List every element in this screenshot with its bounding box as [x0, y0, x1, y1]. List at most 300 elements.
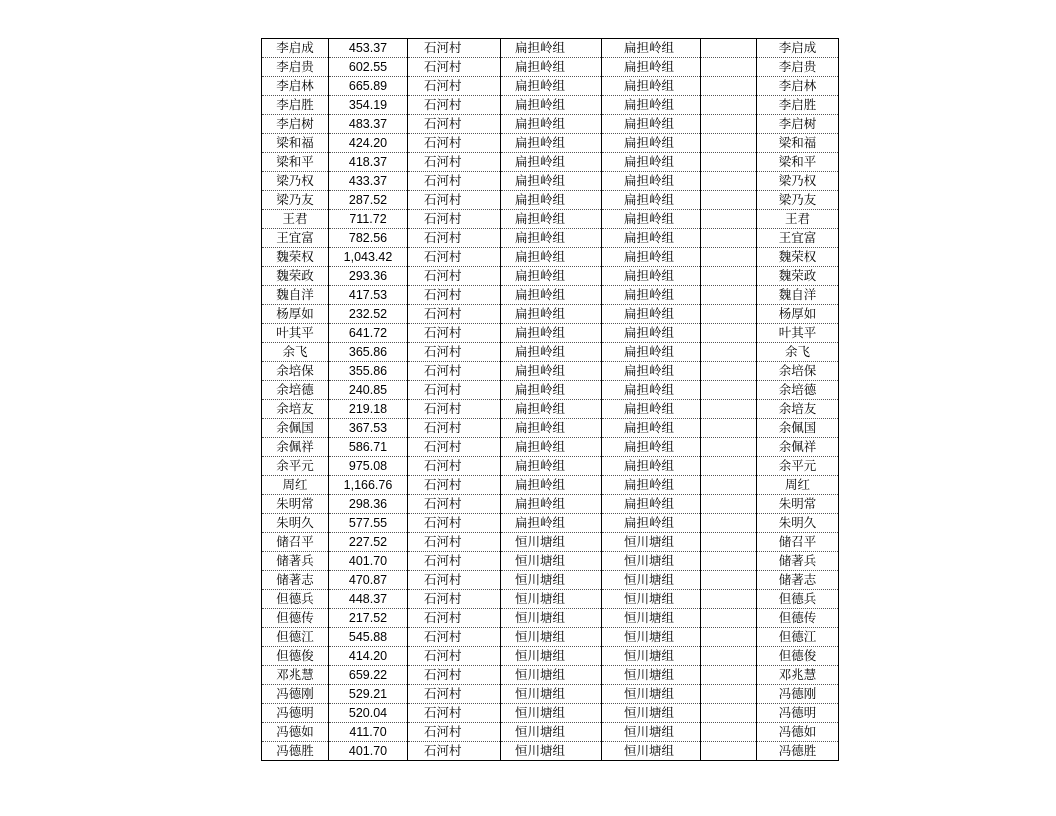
group-cell-2: 扁担岭组 [602, 153, 701, 172]
owner-name-cell: 叶其平 [262, 324, 329, 343]
blank-cell [701, 286, 757, 305]
table-row [262, 77, 839, 96]
owner-name-cell: 朱明久 [262, 514, 329, 533]
owner-name-cell: 王君 [262, 210, 329, 229]
area-cell: 782.56 [329, 229, 408, 248]
area-cell: 417.53 [329, 286, 408, 305]
village-cell: 石河村 [408, 286, 501, 305]
group-cell-2: 恒川塘组 [602, 742, 701, 761]
group-cell: 恒川塘组 [501, 704, 602, 723]
blank-cell [701, 248, 757, 267]
area-cell: 298.36 [329, 495, 408, 514]
blank-cell [701, 381, 757, 400]
table-row [262, 742, 839, 761]
table-row [262, 343, 839, 362]
area-cell: 355.86 [329, 362, 408, 381]
blank-cell [701, 115, 757, 134]
area-cell: 602.55 [329, 58, 408, 77]
group-cell-2: 扁担岭组 [602, 457, 701, 476]
area-cell: 520.04 [329, 704, 408, 723]
owner-name-cell: 魏自洋 [262, 286, 329, 305]
village-cell: 石河村 [408, 590, 501, 609]
group-cell-2: 扁担岭组 [602, 381, 701, 400]
group-cell-2: 扁担岭组 [602, 362, 701, 381]
area-cell: 365.86 [329, 343, 408, 362]
table-row [262, 419, 839, 438]
blank-cell [701, 362, 757, 381]
group-cell-2: 扁担岭组 [602, 77, 701, 96]
group-cell-2: 恒川塘组 [602, 571, 701, 590]
area-cell: 217.52 [329, 609, 408, 628]
owner-name-cell: 冯德刚 [262, 685, 329, 704]
group-cell-2: 扁担岭组 [602, 514, 701, 533]
table-row [262, 134, 839, 153]
area-cell: 227.52 [329, 533, 408, 552]
blank-cell [701, 552, 757, 571]
owner-name-cell-2: 储著志 [757, 571, 839, 590]
owner-name-cell: 余飞 [262, 343, 329, 362]
village-cell: 石河村 [408, 134, 501, 153]
blank-cell [701, 647, 757, 666]
owner-name-cell: 储著志 [262, 571, 329, 590]
owner-name-cell-2: 周红 [757, 476, 839, 495]
area-cell: 401.70 [329, 552, 408, 571]
owner-name-cell: 冯德明 [262, 704, 329, 723]
group-cell-2: 扁担岭组 [602, 210, 701, 229]
area-cell: 659.22 [329, 666, 408, 685]
area-cell: 433.37 [329, 172, 408, 191]
owner-name-cell-2: 魏荣权 [757, 248, 839, 267]
village-cell: 石河村 [408, 229, 501, 248]
blank-cell [701, 96, 757, 115]
group-cell-2: 恒川塘组 [602, 723, 701, 742]
table-row [262, 305, 839, 324]
village-cell: 石河村 [408, 400, 501, 419]
group-cell: 扁担岭组 [501, 476, 602, 495]
owner-name-cell-2: 余佩祥 [757, 438, 839, 457]
owner-name-cell: 梁乃友 [262, 191, 329, 210]
owner-name-cell-2: 朱明久 [757, 514, 839, 533]
table-row [262, 666, 839, 685]
group-cell: 扁担岭组 [501, 286, 602, 305]
area-cell: 414.20 [329, 647, 408, 666]
owner-name-cell-2: 李启林 [757, 77, 839, 96]
owner-name-cell: 余佩祥 [262, 438, 329, 457]
owner-name-cell: 魏荣政 [262, 267, 329, 286]
blank-cell [701, 58, 757, 77]
area-cell: 448.37 [329, 590, 408, 609]
owner-name-cell: 但德江 [262, 628, 329, 647]
table-row [262, 286, 839, 305]
group-cell: 扁担岭组 [501, 324, 602, 343]
blank-cell [701, 723, 757, 742]
blank-cell [701, 704, 757, 723]
group-cell-2: 恒川塘组 [602, 685, 701, 704]
blank-cell [701, 229, 757, 248]
area-cell: 367.53 [329, 419, 408, 438]
group-cell: 扁担岭组 [501, 343, 602, 362]
group-cell: 扁担岭组 [501, 381, 602, 400]
group-cell-2: 扁担岭组 [602, 248, 701, 267]
owner-name-cell: 邓兆慧 [262, 666, 329, 685]
owner-name-cell: 冯德胜 [262, 742, 329, 761]
table-row [262, 514, 839, 533]
area-cell: 287.52 [329, 191, 408, 210]
owner-name-cell-2: 余培友 [757, 400, 839, 419]
owner-name-cell: 杨厚如 [262, 305, 329, 324]
table-row [262, 590, 839, 609]
blank-cell [701, 419, 757, 438]
document-page [261, 38, 839, 761]
blank-cell [701, 210, 757, 229]
table-row [262, 647, 839, 666]
village-cell: 石河村 [408, 685, 501, 704]
owner-name-cell-2: 魏自洋 [757, 286, 839, 305]
group-cell-2: 扁担岭组 [602, 343, 701, 362]
village-cell: 石河村 [408, 438, 501, 457]
area-cell: 577.55 [329, 514, 408, 533]
table-row [262, 533, 839, 552]
table-row [262, 153, 839, 172]
group-cell-2: 恒川塘组 [602, 533, 701, 552]
group-cell: 扁担岭组 [501, 400, 602, 419]
area-cell: 354.19 [329, 96, 408, 115]
group-cell-2: 恒川塘组 [602, 666, 701, 685]
blank-cell [701, 495, 757, 514]
blank-cell [701, 742, 757, 761]
village-cell: 石河村 [408, 305, 501, 324]
group-cell: 扁担岭组 [501, 514, 602, 533]
table-row [262, 115, 839, 134]
area-cell: 470.87 [329, 571, 408, 590]
group-cell-2: 扁担岭组 [602, 476, 701, 495]
group-cell-2: 扁担岭组 [602, 191, 701, 210]
owner-name-cell-2: 但德兵 [757, 590, 839, 609]
table-row [262, 96, 839, 115]
village-cell: 石河村 [408, 267, 501, 286]
table-row [262, 723, 839, 742]
blank-cell [701, 134, 757, 153]
group-cell-2: 扁担岭组 [602, 115, 701, 134]
table-row [262, 400, 839, 419]
group-cell-2: 恒川塘组 [602, 552, 701, 571]
group-cell-2: 扁担岭组 [602, 96, 701, 115]
village-cell: 石河村 [408, 666, 501, 685]
village-cell: 石河村 [408, 77, 501, 96]
group-cell-2: 扁担岭组 [602, 172, 701, 191]
village-cell: 石河村 [408, 115, 501, 134]
owner-name-cell: 李启胜 [262, 96, 329, 115]
table-body [262, 39, 839, 761]
group-cell: 扁担岭组 [501, 248, 602, 267]
owner-name-cell-2: 但德江 [757, 628, 839, 647]
area-cell: 219.18 [329, 400, 408, 419]
group-cell-2: 扁担岭组 [602, 134, 701, 153]
blank-cell [701, 39, 757, 58]
blank-cell [701, 666, 757, 685]
blank-cell [701, 457, 757, 476]
village-cell: 石河村 [408, 514, 501, 533]
village-cell: 石河村 [408, 362, 501, 381]
owner-name-cell: 梁和福 [262, 134, 329, 153]
area-cell: 1,043.42 [329, 248, 408, 267]
area-cell: 240.85 [329, 381, 408, 400]
owner-name-cell-2: 杨厚如 [757, 305, 839, 324]
area-cell: 529.21 [329, 685, 408, 704]
table-row [262, 229, 839, 248]
table-row [262, 457, 839, 476]
blank-cell [701, 153, 757, 172]
owner-name-cell-2: 魏荣政 [757, 267, 839, 286]
blank-cell [701, 533, 757, 552]
group-cell-2: 扁担岭组 [602, 438, 701, 457]
owner-name-cell-2: 李启成 [757, 39, 839, 58]
area-cell: 483.37 [329, 115, 408, 134]
group-cell: 扁担岭组 [501, 153, 602, 172]
owner-name-cell-2: 王君 [757, 210, 839, 229]
blank-cell [701, 609, 757, 628]
table-row [262, 324, 839, 343]
table-row [262, 704, 839, 723]
group-cell: 扁担岭组 [501, 362, 602, 381]
owner-name-cell-2: 余平元 [757, 457, 839, 476]
group-cell: 恒川塘组 [501, 742, 602, 761]
owner-name-cell: 余培德 [262, 381, 329, 400]
owner-name-cell: 王宜富 [262, 229, 329, 248]
owner-name-cell-2: 但德俊 [757, 647, 839, 666]
area-cell: 453.37 [329, 39, 408, 58]
group-cell: 扁担岭组 [501, 172, 602, 191]
group-cell: 扁担岭组 [501, 210, 602, 229]
table-row [262, 495, 839, 514]
group-cell: 扁担岭组 [501, 58, 602, 77]
group-cell: 扁担岭组 [501, 457, 602, 476]
group-cell-2: 扁担岭组 [602, 419, 701, 438]
group-cell: 恒川塘组 [501, 571, 602, 590]
village-cell: 石河村 [408, 210, 501, 229]
village-cell: 石河村 [408, 343, 501, 362]
area-cell: 401.70 [329, 742, 408, 761]
area-cell: 411.70 [329, 723, 408, 742]
owner-name-cell: 余培友 [262, 400, 329, 419]
group-cell-2: 恒川塘组 [602, 590, 701, 609]
area-cell: 586.71 [329, 438, 408, 457]
group-cell-2: 扁担岭组 [602, 58, 701, 77]
owner-name-cell-2: 冯德如 [757, 723, 839, 742]
owner-name-cell: 朱明常 [262, 495, 329, 514]
owner-name-cell-2: 冯德刚 [757, 685, 839, 704]
owner-name-cell-2: 朱明常 [757, 495, 839, 514]
owner-name-cell: 冯德如 [262, 723, 329, 742]
group-cell: 恒川塘组 [501, 666, 602, 685]
owner-name-cell: 李启贵 [262, 58, 329, 77]
group-cell: 恒川塘组 [501, 590, 602, 609]
blank-cell [701, 324, 757, 343]
blank-cell [701, 476, 757, 495]
owner-name-cell-2: 冯德胜 [757, 742, 839, 761]
table-row [262, 267, 839, 286]
village-cell: 石河村 [408, 248, 501, 267]
owner-name-cell-2: 李启树 [757, 115, 839, 134]
group-cell: 扁担岭组 [501, 134, 602, 153]
group-cell-2: 恒川塘组 [602, 628, 701, 647]
group-cell-2: 扁担岭组 [602, 495, 701, 514]
group-cell-2: 扁担岭组 [602, 39, 701, 58]
group-cell-2: 恒川塘组 [602, 704, 701, 723]
group-cell: 扁担岭组 [501, 267, 602, 286]
village-cell: 石河村 [408, 647, 501, 666]
group-cell: 恒川塘组 [501, 533, 602, 552]
group-cell: 扁担岭组 [501, 495, 602, 514]
village-cell: 石河村 [408, 419, 501, 438]
owner-name-cell: 李启成 [262, 39, 329, 58]
owner-name-cell: 李启树 [262, 115, 329, 134]
owner-name-cell-2: 余佩国 [757, 419, 839, 438]
owner-name-cell-2: 梁和平 [757, 153, 839, 172]
owner-name-cell-2: 余培德 [757, 381, 839, 400]
group-cell: 扁担岭组 [501, 191, 602, 210]
village-cell: 石河村 [408, 172, 501, 191]
village-cell: 石河村 [408, 533, 501, 552]
owner-name-cell: 余佩国 [262, 419, 329, 438]
group-cell: 扁担岭组 [501, 39, 602, 58]
blank-cell [701, 343, 757, 362]
owner-name-cell: 余平元 [262, 457, 329, 476]
area-cell: 418.37 [329, 153, 408, 172]
area-cell: 232.52 [329, 305, 408, 324]
village-cell: 石河村 [408, 704, 501, 723]
group-cell: 恒川塘组 [501, 552, 602, 571]
owner-name-cell-2: 李启胜 [757, 96, 839, 115]
group-cell: 扁担岭组 [501, 438, 602, 457]
table-row [262, 438, 839, 457]
table-row [262, 685, 839, 704]
blank-cell [701, 590, 757, 609]
area-cell: 641.72 [329, 324, 408, 343]
owner-name-cell-2: 储著兵 [757, 552, 839, 571]
owner-name-cell: 但德俊 [262, 647, 329, 666]
owner-name-cell: 魏荣权 [262, 248, 329, 267]
owner-name-cell-2: 邓兆慧 [757, 666, 839, 685]
area-cell: 293.36 [329, 267, 408, 286]
blank-cell [701, 438, 757, 457]
group-cell: 扁担岭组 [501, 77, 602, 96]
owner-name-cell: 余培保 [262, 362, 329, 381]
group-cell-2: 扁担岭组 [602, 400, 701, 419]
group-cell: 恒川塘组 [501, 609, 602, 628]
blank-cell [701, 514, 757, 533]
village-cell: 石河村 [408, 609, 501, 628]
area-cell: 545.88 [329, 628, 408, 647]
owner-name-cell-2: 梁和福 [757, 134, 839, 153]
group-cell: 扁担岭组 [501, 419, 602, 438]
blank-cell [701, 305, 757, 324]
blank-cell [701, 267, 757, 286]
blank-cell [701, 77, 757, 96]
village-cell: 石河村 [408, 153, 501, 172]
owner-name-cell: 梁乃权 [262, 172, 329, 191]
blank-cell [701, 172, 757, 191]
village-cell: 石河村 [408, 495, 501, 514]
group-cell: 扁担岭组 [501, 96, 602, 115]
area-cell: 1,166.76 [329, 476, 408, 495]
group-cell: 恒川塘组 [501, 628, 602, 647]
owner-name-cell: 储著兵 [262, 552, 329, 571]
village-cell: 石河村 [408, 457, 501, 476]
village-cell: 石河村 [408, 381, 501, 400]
table-row [262, 210, 839, 229]
table-row [262, 58, 839, 77]
blank-cell [701, 191, 757, 210]
owner-name-cell-2: 梁乃友 [757, 191, 839, 210]
village-cell: 石河村 [408, 628, 501, 647]
village-cell: 石河村 [408, 723, 501, 742]
group-cell-2: 扁担岭组 [602, 324, 701, 343]
owner-name-cell: 但德兵 [262, 590, 329, 609]
village-cell: 石河村 [408, 324, 501, 343]
village-cell: 石河村 [408, 571, 501, 590]
table-row [262, 172, 839, 191]
village-cell: 石河村 [408, 58, 501, 77]
group-cell: 扁担岭组 [501, 115, 602, 134]
group-cell-2: 扁担岭组 [602, 305, 701, 324]
table-row [262, 628, 839, 647]
owner-name-cell-2: 梁乃权 [757, 172, 839, 191]
table-row [262, 476, 839, 495]
table-row [262, 191, 839, 210]
owner-name-cell-2: 王宜富 [757, 229, 839, 248]
area-cell: 424.20 [329, 134, 408, 153]
blank-cell [701, 571, 757, 590]
village-cell: 石河村 [408, 96, 501, 115]
group-cell: 扁担岭组 [501, 229, 602, 248]
table-row [262, 39, 839, 58]
group-cell: 扁担岭组 [501, 305, 602, 324]
group-cell-2: 恒川塘组 [602, 609, 701, 628]
data-table [261, 38, 839, 761]
table-row [262, 571, 839, 590]
owner-name-cell-2: 余飞 [757, 343, 839, 362]
group-cell-2: 恒川塘组 [602, 647, 701, 666]
owner-name-cell: 梁和平 [262, 153, 329, 172]
owner-name-cell: 但德传 [262, 609, 329, 628]
owner-name-cell: 李启林 [262, 77, 329, 96]
owner-name-cell: 储召平 [262, 533, 329, 552]
group-cell: 恒川塘组 [501, 723, 602, 742]
area-cell: 975.08 [329, 457, 408, 476]
owner-name-cell-2: 余培保 [757, 362, 839, 381]
group-cell-2: 扁担岭组 [602, 229, 701, 248]
table-row [262, 552, 839, 571]
table-row [262, 362, 839, 381]
owner-name-cell-2: 叶其平 [757, 324, 839, 343]
blank-cell [701, 628, 757, 647]
table-row [262, 248, 839, 267]
table-row [262, 381, 839, 400]
village-cell: 石河村 [408, 39, 501, 58]
owner-name-cell-2: 冯德明 [757, 704, 839, 723]
owner-name-cell: 周红 [262, 476, 329, 495]
owner-name-cell-2: 储召平 [757, 533, 839, 552]
group-cell-2: 扁担岭组 [602, 286, 701, 305]
area-cell: 665.89 [329, 77, 408, 96]
owner-name-cell-2: 李启贵 [757, 58, 839, 77]
owner-name-cell-2: 但德传 [757, 609, 839, 628]
group-cell-2: 扁担岭组 [602, 267, 701, 286]
village-cell: 石河村 [408, 476, 501, 495]
group-cell: 恒川塘组 [501, 647, 602, 666]
area-cell: 711.72 [329, 210, 408, 229]
